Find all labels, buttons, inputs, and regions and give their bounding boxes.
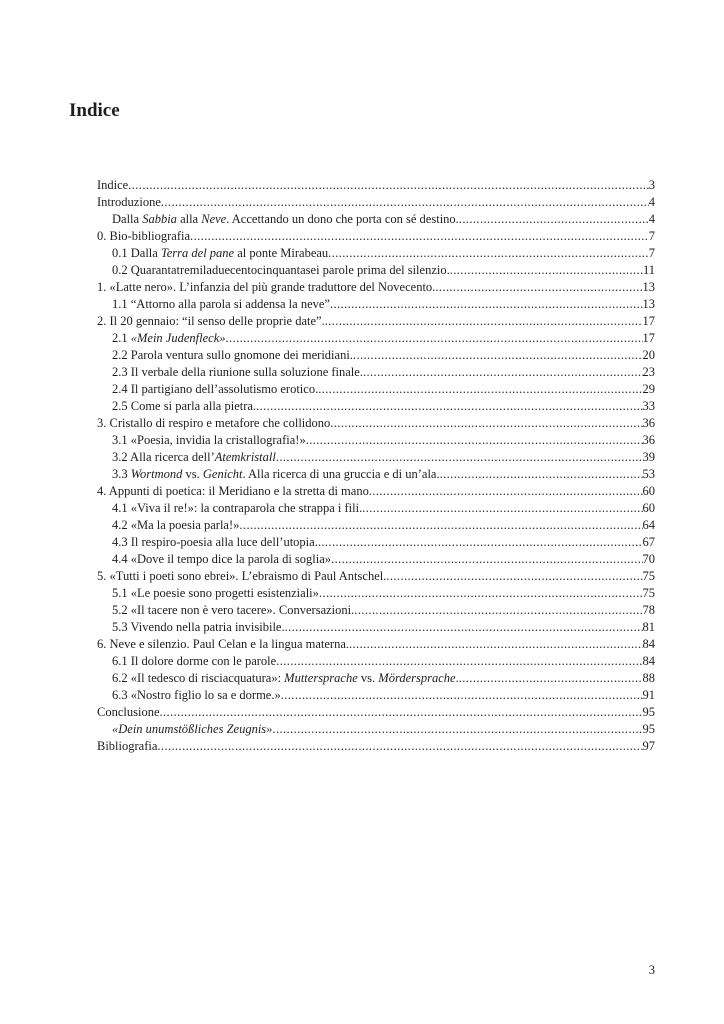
toc-leader-dots [362,500,642,517]
toc-entry-title-part: 0. Bio-bibliografia [97,229,191,243]
toc-entry-title [97,194,161,211]
toc-entry-title-part: alla [176,212,202,226]
toc-entry-page: 84 [642,637,655,651]
toc-entry-page: 78 [642,603,655,617]
toc-leader-dots [318,381,642,398]
toc-leader-dots [330,296,643,313]
toc-entry-title-part: 6.3 «Nostro figlio lo sa e dorme.» [112,688,281,702]
toc-leader-dots [331,551,642,568]
toc-entry-page: 70 [642,552,655,566]
toc-entry-title [112,364,363,381]
toc-entry[interactable] [97,534,655,551]
toc-entry-title-part: . Alla ricerca di una gruccia e di un’ala. [242,467,440,481]
toc-leader-dots [157,738,642,755]
toc-entry-title [97,228,190,245]
toc-leader-dots [256,398,642,415]
toc-entry-title-part: 5. «Tutti i poeti sono ebrei». L’ebraismo di Paul Antschel. [97,569,387,583]
toc-entry-title-part: 0.2 Quarantatremiladuecentocinquantasei parole prima del silenzio. [112,263,450,277]
toc-entry-title [112,449,276,466]
toc-entry[interactable] [97,619,655,636]
toc-entry[interactable] [97,585,655,602]
toc-entry[interactable] [97,228,655,245]
toc-entry-title-part: 5.3 Vivendo nella patria invisibile. [112,620,285,634]
toc-entry-title [97,279,435,296]
toc-entry[interactable] [97,466,655,483]
toc-entry-title [112,262,450,279]
toc-entry-page: 17 [642,331,655,345]
toc-leader-dots [318,534,643,551]
toc-entry-title-part: . Accettando un dono che porta con sé destino. [226,212,459,226]
toc-leader-dots [239,517,642,534]
toc-entry-title [97,415,330,432]
toc-entry-page: 29 [642,382,655,396]
toc-entry-title-part: vs. [182,467,203,481]
toc-entry[interactable] [97,704,655,721]
toc-entry-title-part: Mördersprache [378,671,456,685]
toc-entry-page: 11 [642,263,655,277]
toc-entry-title-part: 6.2 «Il tedesco di risciacquatura»: [112,671,285,685]
toc-entry-page: 67 [642,535,655,549]
toc-entry-page: 88 [642,671,655,685]
toc-leader-dots [276,653,642,670]
toc-leader-dots [330,415,642,432]
toc-entry-title [112,670,459,687]
toc-entry[interactable] [97,721,655,738]
toc-entry-title [112,296,330,313]
toc-entry-page: 33 [642,399,655,413]
toc-entry-title-part: vs. [357,671,379,685]
toc-entry-title [112,432,306,449]
toc-entry-title-part: 2.2 Parola ventura sullo gnomone dei meridiani. [112,348,353,362]
toc-leader-dots [363,364,643,381]
toc-entry-title-part: 2.3 Il verbale della riunione sulla soluzione finale. [112,365,363,379]
toc-entry-title-part: 2.5 Come si parla alla pietra. [112,399,257,413]
toc-entry-title [97,636,349,653]
toc-entry[interactable] [97,602,655,619]
toc-leader-dots [459,670,643,687]
toc-entry[interactable] [97,449,655,466]
toc-entry-page: 20 [642,348,655,362]
toc-entry-title-part: Neve [201,212,227,226]
toc-entry-title-part: 5.1 «Le poesie sono progetti esistenziali» [112,586,319,600]
toc-leader-dots [459,211,649,228]
toc-entry[interactable] [97,687,655,704]
toc-entry[interactable] [97,483,655,500]
toc-entry-page: 75 [642,569,655,583]
toc-entry[interactable] [97,551,655,568]
toc-entry[interactable] [97,211,655,228]
toc-entry-page: 97 [642,739,655,753]
toc-entry-title-part: al ponte Mirabeau [234,246,329,260]
toc-entry-page: 7 [648,246,655,260]
table-of-contents [97,177,655,755]
toc-entry-title [112,517,239,534]
toc-entry-title [112,585,319,602]
toc-entry-page: 84 [642,654,655,668]
toc-entry-title-part: Genicht [202,467,243,481]
toc-leader-dots [190,228,649,245]
toc-entry[interactable] [97,279,655,296]
toc-entry-title [97,568,386,585]
toc-entry[interactable] [97,517,655,534]
toc-entry-title [112,687,281,704]
toc-entry[interactable] [97,364,655,381]
toc-entry[interactable] [97,398,655,415]
toc-entry-title [112,653,276,670]
toc-leader-dots [369,483,643,500]
toc-entry[interactable] [97,568,655,585]
toc-leader-dots [325,313,643,330]
toc-entry-title-part: Muttersprache [284,671,358,685]
toc-entry-title-part: Indice [97,178,129,192]
toc-entry[interactable] [97,738,655,755]
toc-entry[interactable] [97,670,655,687]
toc-entry-page: 60 [642,501,655,515]
toc-entry-page: 4 [648,212,655,226]
toc-entry-page: 36 [642,416,655,430]
toc-entry[interactable] [97,432,655,449]
toc-entry-page: 23 [642,365,655,379]
toc-entry-page: 81 [642,620,655,634]
toc-entry[interactable] [97,245,655,262]
toc-entry-title [112,347,353,364]
toc-leader-dots [386,568,642,585]
toc-entry[interactable] [97,653,655,670]
toc-entry-page: 13 [642,297,655,311]
toc-entry-title-part: 3. Cristallo di respiro e metafore che collidono [97,416,331,430]
toc-entry-title-part: Introduzione [97,195,161,209]
toc-entry[interactable] [97,262,655,279]
toc-entry-title [112,721,272,738]
toc-entry-title-part: «Mein Judenfleck» [130,331,226,345]
toc-entry-title-part: . [455,671,459,685]
toc-entry[interactable] [97,330,655,347]
toc-entry-title [112,602,354,619]
toc-leader-dots [272,721,642,738]
toc-entry-page: 75 [642,586,655,600]
toc-entry-page: 53 [642,467,655,481]
toc-entry-title-part: 2. Il 20 gennaio: “il senso delle proprie date”. [97,314,325,328]
toc-leader-dots [128,177,649,194]
toc-entry-title-part: 6.1 Il dolore dorme con le parole [112,654,277,668]
toc-entry[interactable] [97,500,655,517]
toc-entry-title-part: 5.2 «Il tacere non è vero tacere». Conversazioni. [112,603,355,617]
toc-entry-title [112,466,440,483]
toc-entry-title [112,551,331,568]
toc-leader-dots [306,432,643,449]
toc-entry-title [97,738,157,755]
toc-entry[interactable] [97,177,655,194]
toc-entry-title [97,313,325,330]
toc-entry-title [97,483,369,500]
toc-entry-title-part: Bibliografia [97,739,158,753]
toc-entry[interactable] [97,381,655,398]
toc-entry-title-part: 1. «Latte nero». L’infanzia del più grande traduttore del Novecento. [97,280,436,294]
toc-entry-title [112,381,318,398]
toc-leader-dots [226,330,643,347]
toc-leader-dots [319,585,643,602]
toc-entry-title-part: 4. Appunti di poetica: il Meridiano e la stretta di mano [97,484,369,498]
toc-entry-title-part: Terra del pane [160,246,235,260]
toc-entry-page: 95 [642,722,655,736]
toc-leader-dots [160,704,643,721]
page-title: Indice [69,100,120,121]
toc-entry[interactable] [97,296,655,313]
toc-entry[interactable] [97,415,655,432]
toc-entry[interactable] [97,636,655,653]
toc-entry-title-part: 4.4 «Dove il tempo dice la parola di soglia» [112,552,332,566]
toc-entry-page: 17 [642,314,655,328]
toc-entry-title-part: 3.1 «Poesia, invidia la cristallografia!» [112,433,306,447]
toc-entry-title [112,619,285,636]
toc-leader-dots [435,279,642,296]
toc-entry-title [112,211,459,228]
toc-leader-dots [161,194,649,211]
toc-entry-title-part: Sabbia [142,212,177,226]
toc-entry-title-part: 4.3 Il respiro-poesia alla luce dell’utopia. [112,535,318,549]
toc-leader-dots [276,449,643,466]
toc-leader-dots [450,262,643,279]
toc-entry-page: 13 [642,280,655,294]
page-number: 3 [648,963,655,977]
toc-leader-dots [281,687,643,704]
toc-entry-title-part: 2.4 Il partigiano dell’assolutismo erotico. [112,382,319,396]
toc-entry[interactable] [97,313,655,330]
toc-entry-page: 7 [648,229,655,243]
toc-entry-title-part: 0.1 Dalla [112,246,161,260]
toc-entry-page: 64 [642,518,655,532]
toc-entry-title-part: 1.1 “Attorno alla parola si addensa la neve” [112,297,330,311]
toc-leader-dots [440,466,643,483]
toc-entry-title-part: «Dein unumstößliches Zeugnis» [112,722,273,736]
toc-entry-page: 60 [642,484,655,498]
toc-entry-page: 95 [642,705,655,719]
toc-leader-dots [353,347,643,364]
toc-entry-page: 3 [648,178,655,192]
toc-entry-title-part: Wortmond [130,467,183,481]
toc-entry-title-part: 3.3 [112,467,131,481]
toc-entry-title-part: 2.1 [112,331,131,345]
toc-entry-title [97,704,160,721]
toc-entry-title-part: 4.2 «Ma la poesia parla!» [112,518,240,532]
toc-entry-title-part: 6. Neve e silenzio. Paul Celan e la lingua materna. [97,637,349,651]
toc-entry-title-part: Dalla [112,212,143,226]
toc-leader-dots [285,619,643,636]
toc-leader-dots [354,602,642,619]
toc-entry-page: 91 [642,688,655,702]
toc-entry-title-part: Atemkristall [214,450,276,464]
toc-entry-page: 36 [642,433,655,447]
toc-entry-title [112,534,318,551]
toc-entry-title [97,177,128,194]
toc-entry-title-part: 4.1 «Viva il re!»: la contraparola che strappa i fili. [112,501,363,515]
toc-entry[interactable] [97,347,655,364]
toc-entry-title-part: Conclusione [97,705,160,719]
toc-entry-title [112,398,256,415]
toc-entry-title [112,500,362,517]
toc-entry-page: 4 [648,195,655,209]
toc-entry-page: 39 [642,450,655,464]
toc-entry-title-part: 3.2 Alla ricerca dell’ [112,450,215,464]
toc-entry[interactable] [97,194,655,211]
toc-entry-title [112,245,328,262]
toc-entry-title [112,330,226,347]
toc-leader-dots [349,636,643,653]
toc-leader-dots [328,245,649,262]
